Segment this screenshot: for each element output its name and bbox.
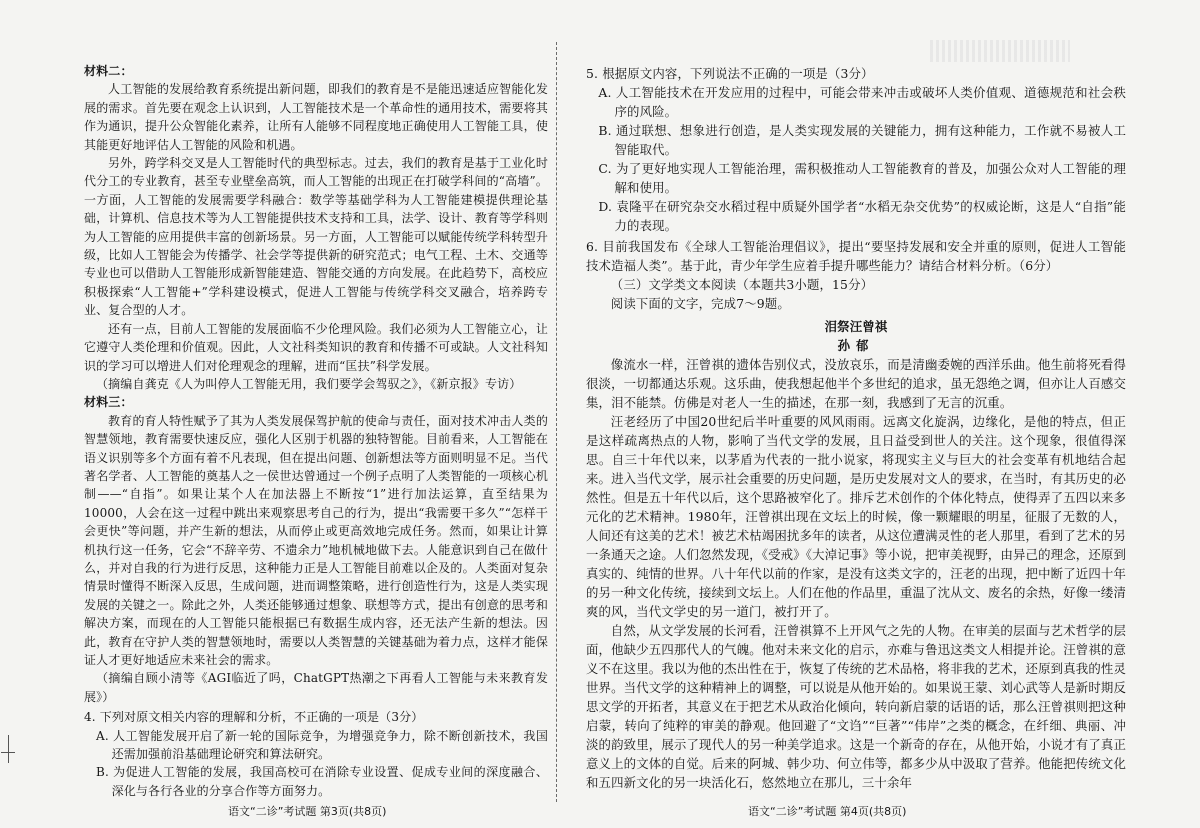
material-2-source: （摘编自龚克《人为叫停人工智能无用，我们要学会驾驭之》，《新京报》专访） <box>96 376 522 391</box>
material-3-heading: 材料三： <box>84 395 133 410</box>
story-author: 孙郁 <box>837 338 875 353</box>
material-2-paragraph-1: 人工智能的发展给教育系统提出新问题，即我们的教育是不是能迅速适应智能化发展的需求。首先要在观念上认识到，人工智能技术是一个革命性的通用技术，需要将其作为通识，提升公众智能化素养，让所有人能够不同程度地正确使用人工智能工具，使其能更好地评估人工智能的风险和机遇。 <box>84 82 548 152</box>
section-3-heading: （三）文学类文本阅读（本题共3小题，15分） <box>610 277 874 292</box>
material-2-heading: 材料二： <box>84 64 133 78</box>
scan-noise <box>930 40 1070 62</box>
question-4-stem: 4. 下列对原文相关内容的理解和分析，不正确的一项是（3分） <box>84 710 424 725</box>
question-5-option-b: B. 通过联想、想象进行创造，是人类实现发展的关键能力，拥有这种能力，工作就不易被人工智能取代。 <box>598 123 1126 157</box>
question-4-option-a: A. 人工智能发展开启了新一轮的国际竞争，为增强竞争力，除不断创新技术，我国还需加强前沿基础理论研究和算法研究。 <box>96 728 548 762</box>
material-2-paragraph-3: 还有一点，目前人工智能的发展面临不少伦理风险。我们必须为人工智能立心，让它遵守人类伦理和价值观。因此，人文社科类知识的教育和传播不可或缺。人文社科知识的学习可以增进人们对伦理观念的理解，进而“匡扶”科学发展。 <box>84 321 548 373</box>
page-3 <box>84 62 548 797</box>
question-4-option-b: B. 为促进人工智能的发展，我国高校可在消除专业设置、促成专业间的深度融合、深化与各行各业的分享合作等方面努力。 <box>96 765 548 797</box>
material-3-source: （摘编自顾小清等《AGI临近了吗，ChatGPT热潮之下再看人工智能与未来教育发展》） <box>84 671 548 704</box>
material-2-paragraph-2: 另外，跨学科交叉是人工智能时代的典型标志。过去，我们的教育是基于工业化时代分工的专业教育，甚至专业壁垒高筑，而人工智能的出现正在打破学科间的“高墙”。一方面，人工智能的发展需要学科融合：数学等基础学科为人工智能建模提供理论基础，计算机、信息技术等为人工智能提供技术支持和工具，法学、设计、教育等学科则为人工智能的应用提供丰富的创新场景。另一方面，人工智能可以赋能传统学科转型升级，比如人工智能会为传播学、社会学等提供新的研究范式；电气工程、土木、交通等专业也可以借助人工智能形成新智能建造、智能交通的方向发展。在此趋势下，高校应积极探索“人工智能+”学科建设模式，促进人工智能与传统学科交叉融合，培养跨专业、复合型的人才。 <box>84 156 548 318</box>
question-5-option-a: A. 人工智能技术在开发应用的过程中，可能会带来冲击或破坏人类价值观、道德规范和社会秩序的风险。 <box>598 85 1126 119</box>
question-5-option-d: D. 袁隆平在研究杂交水稻过程中质疑外国学者“水稻无杂交优势”的权威论断，这是人“自指”能力的表现。 <box>598 199 1126 233</box>
story-paragraph-1: 像流水一样，汪曾祺的遗体告别仪式，没放哀乐，而是清幽委婉的西洋乐曲。他生前将死看得很淡，一切都通达乐观。这乐曲，使我想起他半个多世纪的追求，虽无怨绝之调，但亦让人百感交集，泪不能禁。仿佛是对老人一生的描述，在那一刻，我感到了无言的沉重。 <box>586 357 1126 410</box>
story-paragraph-2: 汪老经历了中国20世纪后半叶重要的风风雨雨。远离文化旋涡，边缘化，是他的特点，但正是这样疏离热点的人物，影响了当代文学的发展，且日益受到世人的关注。这个现象，很值得深思。自三十年代以来，以茅盾为代表的一批小说家，将现实主义与巨大的社会变革有机地结合起来。进入当代文学，展示社会重要的历史问题，是历史发展对文人的要求，在当时，有其历史的必然性。但是五十年代以后，这个思路被窄化了。排斥艺术创作的个体化特点，使得弄了五四以来多元化的艺术精神。1980年，汪曾祺出现在文坛上的时候，像一颗耀眼的明星，征服了无数的人，人间还有这美的艺术！被艺术枯竭困扰多年的读者，从这位遭满灵性的老人那里，看到了艺术的另一条通天之途。人们忽然发现，《受戒》《大淖记事》等小说，把审美视野，由异己的理念，还原到真实的、纯情的世界。八十年代以前的作家，是没有这类文字的，汪老的出现，把中断了近四十年的另一种文化传统，接续到文坛上。人们在他的作品里，重温了沈从文、废名的余热，好像一缕清爽的风，当代文学史的另一道门，被打开了。 <box>586 414 1126 619</box>
question-5-option-c: C. 为了更好地实现人工智能治理，需积极推动人工智能教育的普及，加强公众对人工智能的理解和使用。 <box>598 161 1126 195</box>
page-3-footer: 语文“二诊”考试题 第3页(共8页) <box>228 805 387 818</box>
page-divider <box>556 42 557 802</box>
material-3-paragraph-1: 教育的育人特性赋予了其为人类发展保驾护航的使命与责任，面对技术冲击人类的智慧领地，教育需要快速反应，强化人区别于机器的独特智能。目前看来，人工智能在语义识别等多个方面有着不凡表现，但在提出问题、创新想法等方面则明显不足。当代著名学者、人工智能的奠基人之一侯世达曾通过一个例子点明了人类智能的一项核心机制——“自指”。如果让某个人在加法器上不断按“1”进行加法运算，直至结果为10000，人会在这一过程中跳出来观察思考自己的行为，提出“我需要干多久”“怎样干会更快”等问题，并产生新的想法，从而停止或更高效地完成任务。然而，如果让计算机执行这一任务，它会“不辞辛劳、不遗余力”地机械地做下去。人能意识到自己在做什么，并对自我的行为进行反思，这种能力正是人工智能目前难以企及的。人类面对复杂情景时懂得不断深入反思，生成问题，进而调整策略，进行创造性行为，这是人类实现发展的关键之一。除此之外，人类还能够通过想象、联想等方式，提出有创意的思考和解决方案，而现在的人工智能只能根据已有数据生成内容，还无法产生新的想法。因此，教育在守护人类的智慧领地时，需要以人类智慧的关键基础为着力点，这样才能保证人才更好地适应未来社会的需求。 <box>84 413 548 667</box>
story-title: 泪祭汪曾祺 <box>824 319 888 334</box>
question-6: 6. 目前我国发布《全球人工智能治理倡议》，提出“要坚持发展和安全并重的原则，促进人工智能技术造福人类”。基于此，青少年学生应着手提升哪些能力？请结合材料分析。（6分） <box>586 239 1126 273</box>
page-4-footer: 语文“二诊”考试题 第4页(共8页) <box>748 805 907 818</box>
crop-mark <box>8 735 9 763</box>
section-3-instruction: 阅读下面的文字，完成7～9题。 <box>610 296 790 311</box>
crop-mark-horizontal <box>1 752 15 753</box>
page-4 <box>586 62 1126 797</box>
question-5-stem: 5. 根据原文内容，下列说法不正确的一项是（3分） <box>586 66 874 81</box>
story-paragraph-3: 自然，从文学发展的长河看，汪曾祺算不上开风气之先的人物。在审美的层面与艺术哲学的层面，他缺少五四那代人的气魄。他对未来文化的启示，亦难与鲁迅这类文人相提并论。汪曾祺的意义不在这里。我以为他的杰出性在于，恢复了传统的艺术品格，将非我的艺术，还原到真我的性灵世界。当代文学的这种精神上的调整，可以说是从他开始的。如果说王蒙、刘心武等人是新时期反思文学的开拓者，其意义在于把艺术从政治化倾向，转向新启蒙的话语的话，那么汪曾祺则把这种启蒙，转向了纯粹的审美的静观。他回避了“文诌”“巨著”“伟岸”之类的概念，在纤细、典丽、冲淡的韵致里，展示了现代人的另一种美学追求。这是一个新奇的存在，从他开始，小说才有了真正意义上的文体的自觉。后来的阿城、韩少功、何立伟等，都多少从中汲取了营养。他能把传统文化和五四新文化的另一块活化石，悠然地立在那儿，三十余年 <box>586 623 1126 790</box>
